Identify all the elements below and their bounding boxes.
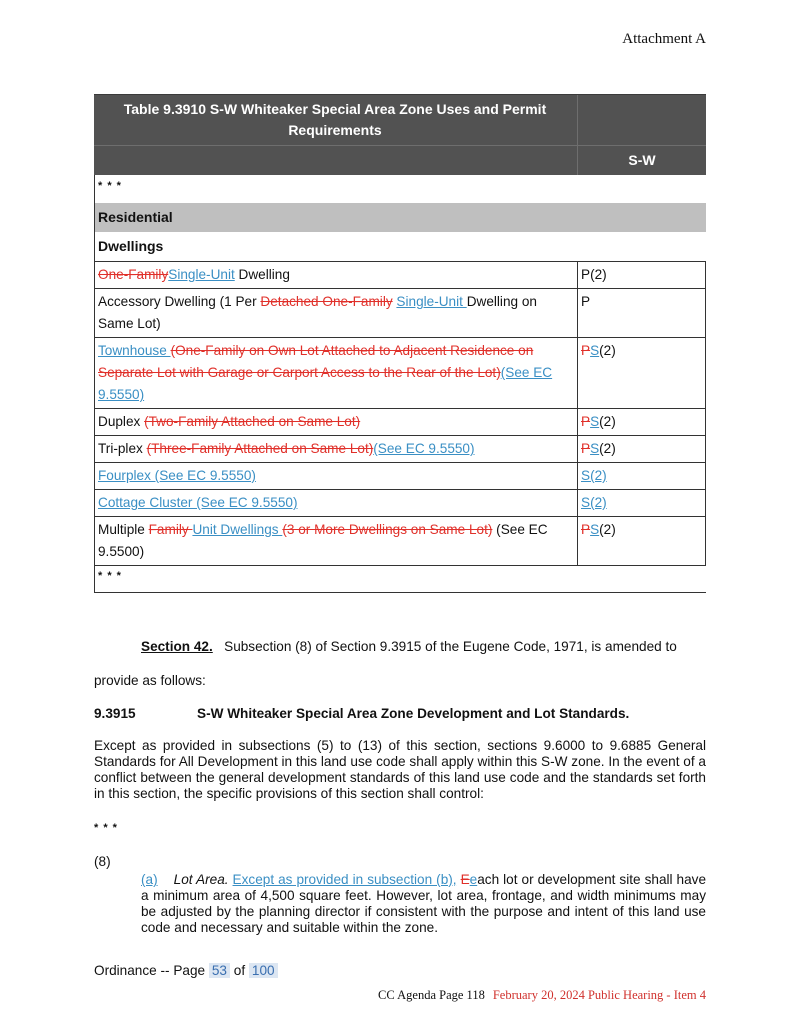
table-row	[94, 462, 706, 489]
permit-cell	[578, 490, 705, 516]
body-ellipsis: * * *	[94, 822, 118, 834]
permit-text: S(2)	[581, 495, 607, 510]
use-text: (See EC 9.5500)	[98, 522, 548, 559]
permit-text: S	[590, 343, 600, 358]
use-cell	[95, 490, 578, 516]
zone-column-header: S-W	[628, 152, 656, 168]
permit-cell	[578, 409, 705, 435]
permit-text: P	[581, 343, 591, 358]
use-text: Dwelling on Same Lot)	[98, 294, 537, 331]
table-row	[94, 489, 706, 516]
standard-heading	[94, 706, 630, 721]
para-a-label: (a)	[141, 872, 158, 887]
permit-text: (2)	[599, 441, 616, 456]
deleted-text: (One-Family on Own Lot Attached to Adjacent Residence on Separate Lot with Garage or Carport Access to the Rear of the Lot)	[98, 343, 534, 380]
deleted-text: One-Family	[98, 267, 169, 282]
permit-text: (2)	[599, 522, 616, 537]
agenda-page: CC Agenda Page 118	[378, 988, 485, 1002]
inserted-text: (See EC 9.5550)	[98, 365, 553, 402]
table-zone-header	[94, 145, 706, 175]
permit-cell	[578, 517, 705, 565]
permit-text: S	[590, 522, 600, 537]
section-row-residential: Residential	[94, 203, 706, 232]
inserted-text: Townhouse	[98, 343, 171, 358]
use-cell	[95, 289, 578, 337]
permit-text: (2)	[599, 343, 616, 358]
subsection-number: (8)	[94, 854, 111, 869]
section-42-line: Section 42. Subsection (8) of Section 9.3915 of the Eugene Code, 1971, is amended to	[141, 639, 677, 654]
paragraph-a	[141, 872, 706, 936]
table-ellipsis-top: * * *	[94, 175, 706, 203]
permit-text: P	[581, 441, 591, 456]
use-cell	[95, 463, 578, 489]
intro-paragraph: Except as provided in subsections (5) to (13) of this section, sections 9.6000 to 9.6885 General Standards for All Development in this land use code shall apply within this S-W zone. In the event of a conflict between the general development standards of this land use code and the standards set forth in this section, the specific provisions of this section shall control:	[94, 738, 706, 801]
inserted-text: Fourplex (See EC 9.5550)	[98, 468, 256, 483]
page-total: 100	[249, 963, 278, 978]
use-cell	[95, 517, 578, 565]
deleted-text: Detached One-Family	[260, 294, 393, 309]
use-text: Duplex	[98, 414, 145, 429]
table-title-header	[94, 94, 706, 145]
section-42-text: Subsection (8) of Section 9.3915 of the Eugene Code, 1971, is amended to	[224, 639, 677, 654]
table-row	[94, 408, 706, 435]
use-cell	[95, 338, 578, 408]
use-text: Tri-plex	[98, 441, 147, 456]
use-cell	[95, 409, 578, 435]
standard-title: S-W Whiteaker Special Area Zone Development and Lot Standards.	[197, 706, 630, 721]
table-row	[94, 435, 706, 462]
para-a-deleted-letter: E	[460, 872, 470, 887]
deleted-text: (Two-Family Attached on Same Lot)	[144, 414, 361, 429]
permit-cell	[578, 289, 705, 337]
table-row	[94, 337, 706, 408]
inserted-text: (See EC 9.5550)	[373, 441, 475, 456]
para-a-inserted: Except as provided in subsection (b),	[232, 872, 457, 887]
permit-text: S(2)	[581, 468, 607, 483]
deleted-text: (Three-Family Attached on Same Lot)	[146, 441, 374, 456]
standard-number: 9.3915	[94, 706, 136, 721]
permit-cell	[578, 262, 705, 288]
agenda-footer	[378, 988, 706, 1003]
deleted-text: Family	[148, 522, 193, 537]
table-row	[94, 288, 706, 337]
table-body	[94, 261, 706, 565]
para-a-inserted-letter: e	[469, 872, 478, 887]
permit-text: P	[581, 294, 591, 309]
para-a-heading: Lot Area.	[173, 872, 229, 887]
table-row	[94, 261, 706, 288]
permit-text: P	[581, 522, 591, 537]
permit-text: S	[590, 414, 600, 429]
permit-text: P	[581, 414, 591, 429]
section-42-label: Section 42	[141, 639, 209, 654]
table-row	[94, 516, 706, 565]
permit-cell	[578, 463, 705, 489]
deleted-text: (3 or More Dwellings on Same Lot)	[282, 522, 493, 537]
attachment-label: Attachment A	[622, 31, 706, 47]
use-cell	[95, 262, 578, 288]
permit-text: P(2)	[581, 267, 607, 282]
permit-cell	[578, 338, 705, 408]
inserted-text: Single-Unit	[168, 267, 235, 282]
permit-text: S	[590, 441, 600, 456]
permit-text: (2)	[599, 414, 616, 429]
permit-cell	[578, 436, 705, 462]
use-text: Accessory Dwelling (1 Per	[98, 294, 261, 309]
group-row-dwellings: Dwellings	[94, 232, 706, 261]
page-number: 53	[209, 963, 230, 978]
uses-permit-table	[94, 94, 706, 593]
page-footer: Ordinance -- Page 53 of 100	[94, 963, 278, 978]
use-text: Multiple	[98, 522, 149, 537]
inserted-text: Cottage Cluster (See EC 9.5550)	[98, 495, 298, 510]
inserted-text: Unit Dwellings	[192, 522, 283, 537]
para-a-text: ach lot or development site shall have a minimum area of 4,500 square feet. However, lot area, frontage, and width minimums may be adjusted by the planning director if consistent with the purpose and intent of this land use code and necessary and suitable within the zone.	[141, 872, 707, 935]
use-text: Dwelling	[234, 267, 290, 282]
table-title: Table 9.3910 S-W Whiteaker Special Area Zone Uses and Permit Requirements	[123, 101, 547, 138]
inserted-text: Single-Unit	[396, 294, 467, 309]
hearing-label: February 20, 2024 Public Hearing - Item 4	[492, 988, 706, 1002]
table-ellipsis-bottom: * * *	[94, 565, 706, 593]
section-42-continuation: provide as follows:	[94, 673, 206, 688]
use-cell	[95, 436, 578, 462]
